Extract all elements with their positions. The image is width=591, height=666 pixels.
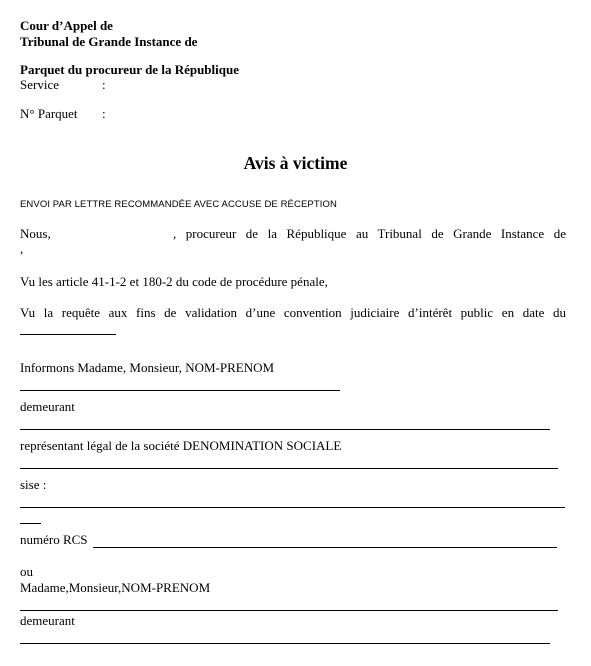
sise-blank-line (20, 507, 565, 508)
madame-blank-line (20, 610, 558, 611)
comma: , (20, 241, 24, 256)
sise-label: sise : (20, 477, 47, 492)
parquet-number-colon: : (102, 106, 106, 121)
date-blank-line (20, 334, 116, 335)
nous-text: Nous, (20, 226, 51, 241)
parquet-number-label: N° Parquet (20, 106, 78, 121)
service-colon: : (102, 77, 106, 92)
procureur-text: , procureur de la République au Tribunal de Grande Instance de (173, 226, 566, 241)
service-label: Service (20, 77, 59, 92)
tribunal-label: Tribunal de Grande Instance de (20, 34, 198, 49)
envoi-notice: ENVOI PAR LETTRE RECOMMANDÉE AVEC ACCUSE DE RÉCEPTION (20, 199, 337, 210)
demeurant-label-2: demeurant (20, 613, 75, 628)
sise-blank-line-2 (20, 523, 41, 524)
vu-requete: Vu la requête aux fins de validation d’une convention judiciaire d’intérêt public en date du (20, 305, 566, 320)
address-blank-line (20, 429, 550, 430)
address-blank-line-2 (20, 643, 550, 644)
document-title: Avis à victime (243, 153, 348, 173)
rcs-label: numéro RCS (20, 532, 88, 547)
representant-text: représentant légal de la société DENOMINATION SOCIALE (20, 438, 342, 453)
informons-text: Informons Madame, Monsieur, NOM-PRENOM (20, 360, 275, 375)
rcs-blank-line (93, 547, 557, 548)
vu-articles: Vu les article 41-1-2 et 180-2 du code de procédure pénale, (20, 274, 328, 289)
court-label: Cour d’Appel de (20, 18, 113, 33)
ou-text: ou (20, 564, 33, 579)
representant-blank-line (20, 468, 558, 469)
parquet-label: Parquet du procureur de la République (20, 62, 239, 77)
madame-monsieur-text: Madame,Monsieur,NOM-PRENOM (20, 580, 211, 595)
name-blank-line (20, 390, 340, 391)
demeurant-label: demeurant (20, 399, 75, 414)
